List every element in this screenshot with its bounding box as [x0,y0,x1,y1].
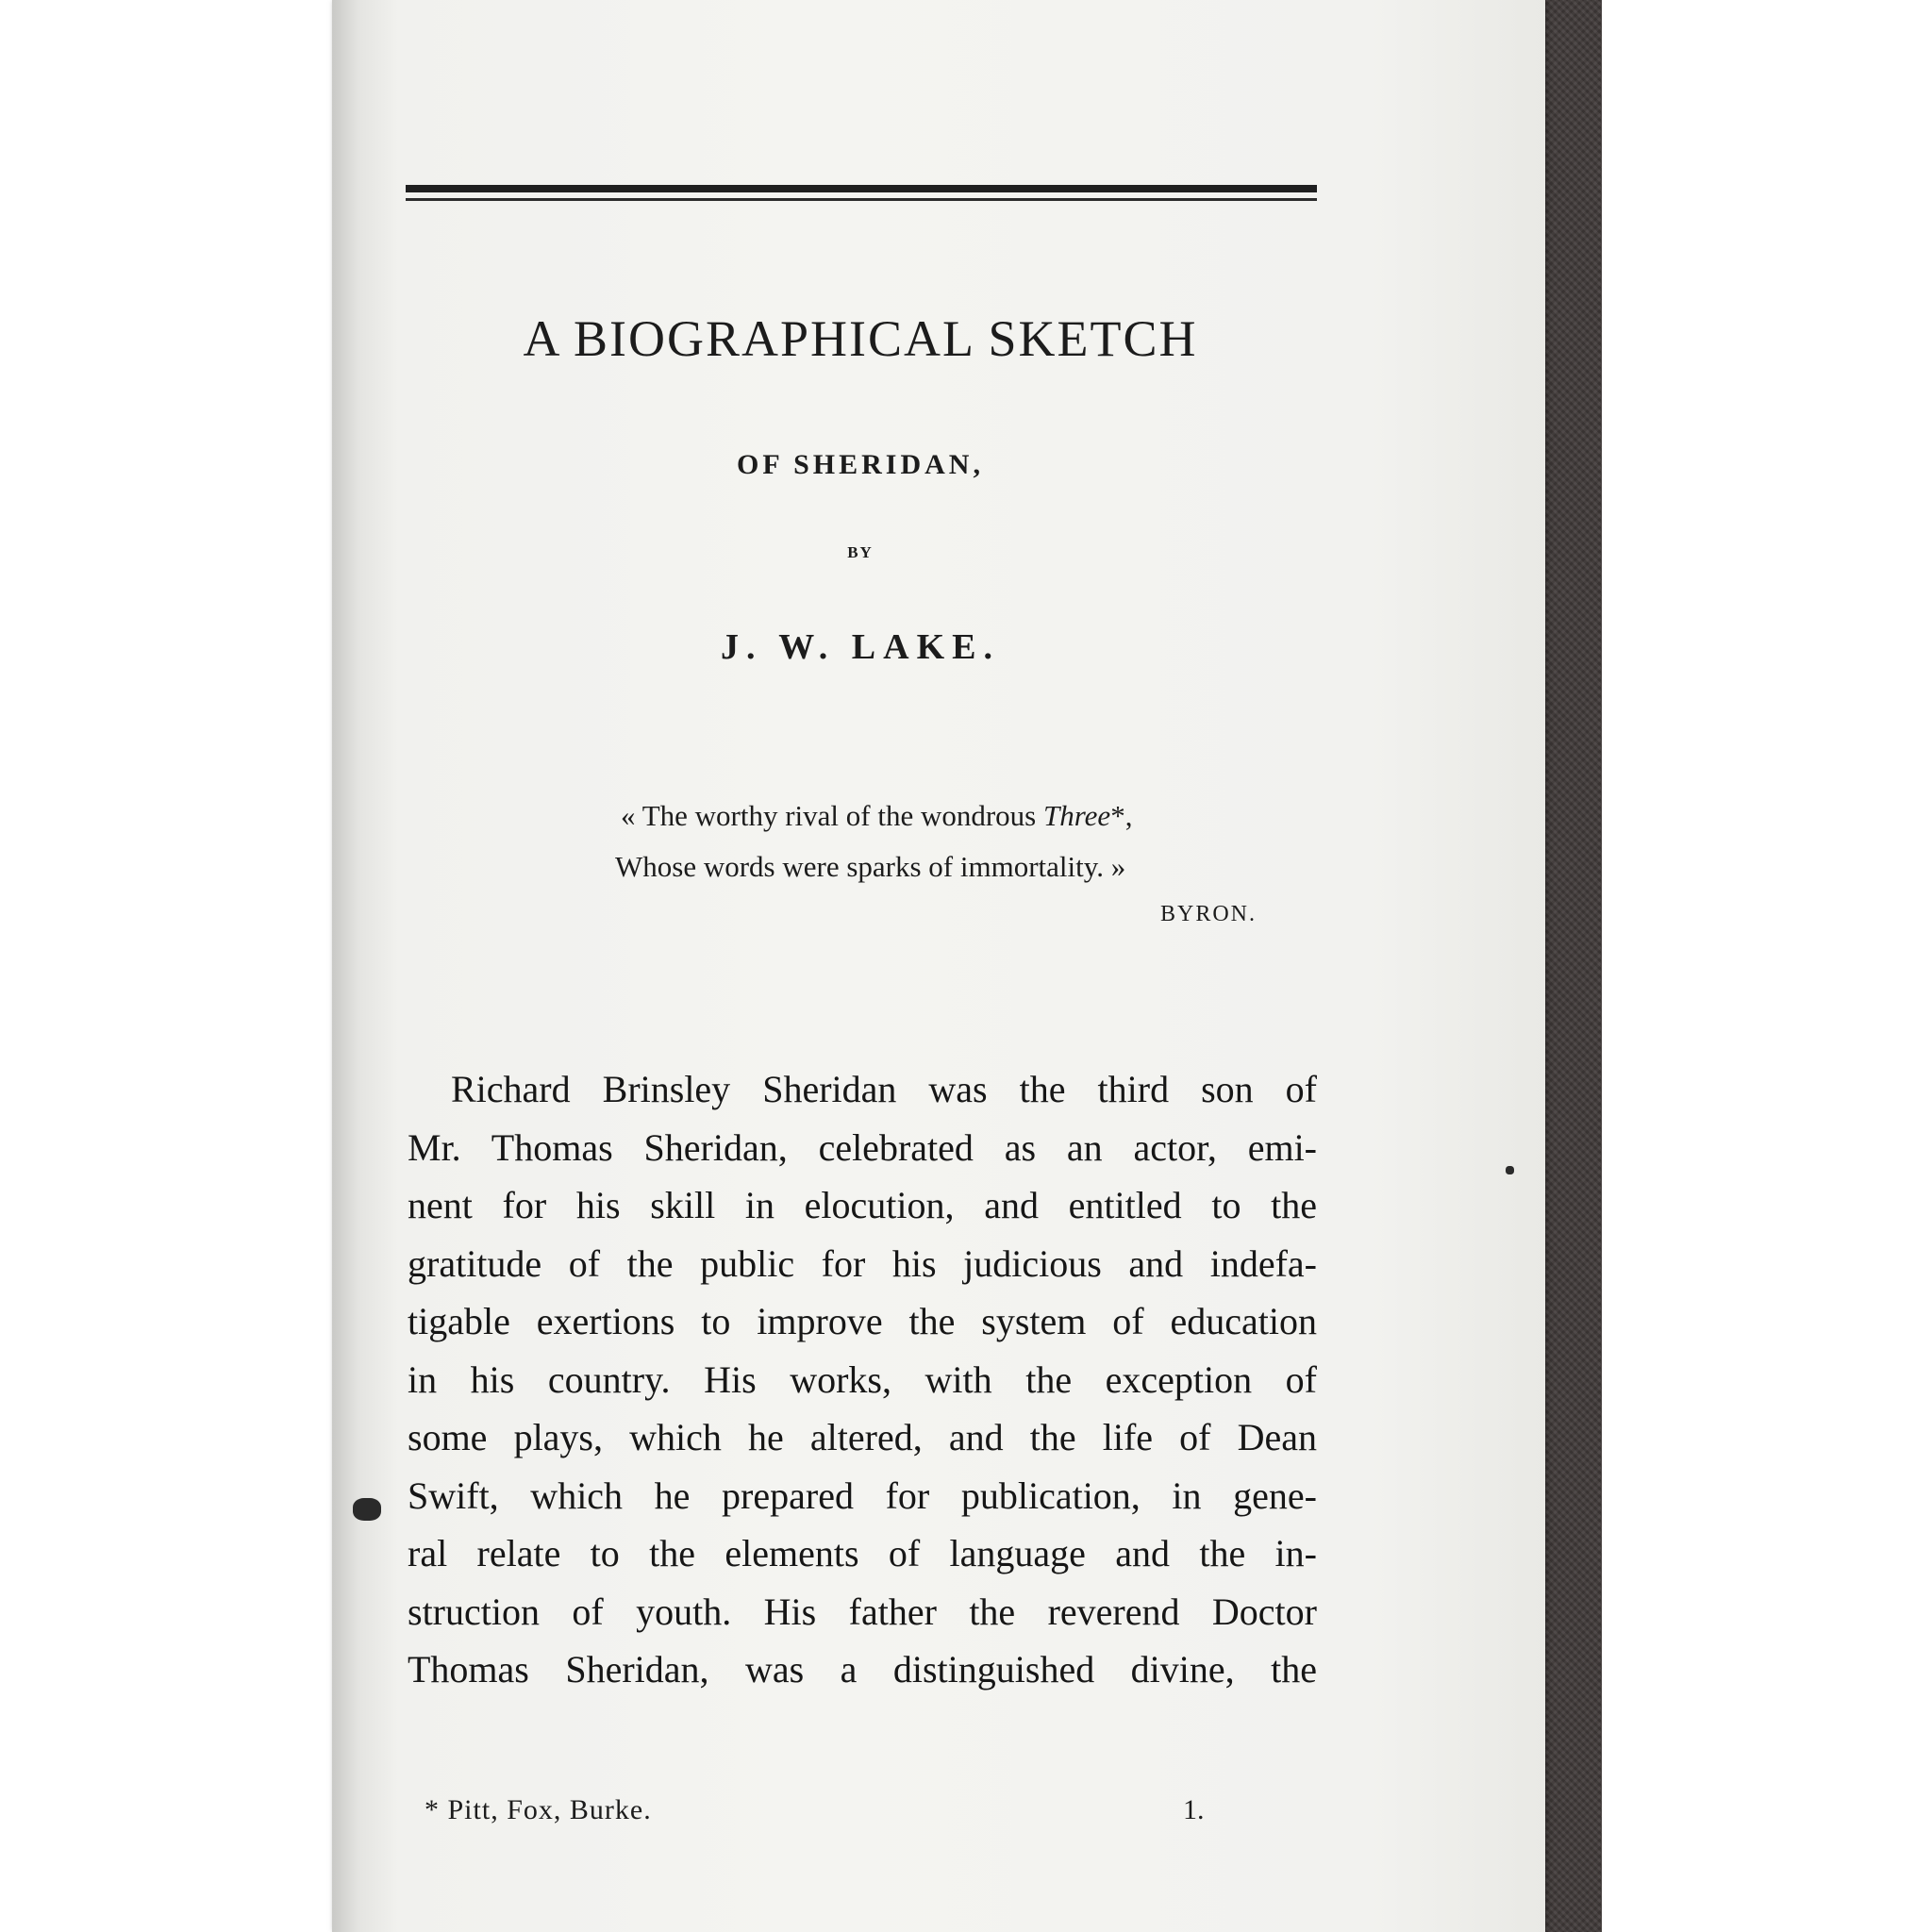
footnote: * Pitt, Fox, Burke. [425,1794,652,1825]
epigraph-line-2: Whose words were sparks of immortality. » [615,850,1126,883]
body-line: nent for his skill in elocution, and entitled to the [408,1184,1317,1226]
ink-speck [1506,1166,1514,1174]
page-title: A BIOGRAPHICAL SKETCH [523,310,1198,367]
page-subtitle: OF SHERIDAN, [737,449,984,480]
body-line: tigable exertions to improve the system of education [408,1300,1317,1342]
book-page [332,0,1545,1932]
body-line: in his country. His works, with the exception of [408,1357,1317,1401]
ink-blot [353,1498,381,1521]
body-line: ral relate to the elements of language and the in- [408,1532,1317,1574]
epigraph [615,791,1313,940]
epigraph-line-1: « The worthy rival of the wondrous Three*, [621,799,1133,832]
body-line: gratitude of the public for his judicious and indefa- [408,1241,1317,1285]
body-line: Swift, which he prepared for publication, in gene- [408,1474,1317,1517]
body-line: some plays, which he altered, and the life of Dean [408,1416,1317,1458]
author-name: J. W. LAKE. [720,627,1001,667]
body-line: Richard Brinsley Sheridan was the third son of [451,1068,1317,1110]
page-number: 1. [1183,1794,1205,1825]
epigraph-attribution: BYRON. [1159,902,1257,926]
by-label: BY [847,543,874,561]
header-rule-thick [406,185,1317,192]
header-rule-thin [406,198,1317,201]
body-line: Mr. Thomas Sheridan, celebrated as an actor, emi- [408,1125,1317,1169]
body-line: Thomas Sheridan, was a distinguished divine, the [408,1648,1317,1690]
body-line: struction of youth. His father the reverend Doctor [408,1590,1317,1633]
body-text [408,1060,1317,1699]
